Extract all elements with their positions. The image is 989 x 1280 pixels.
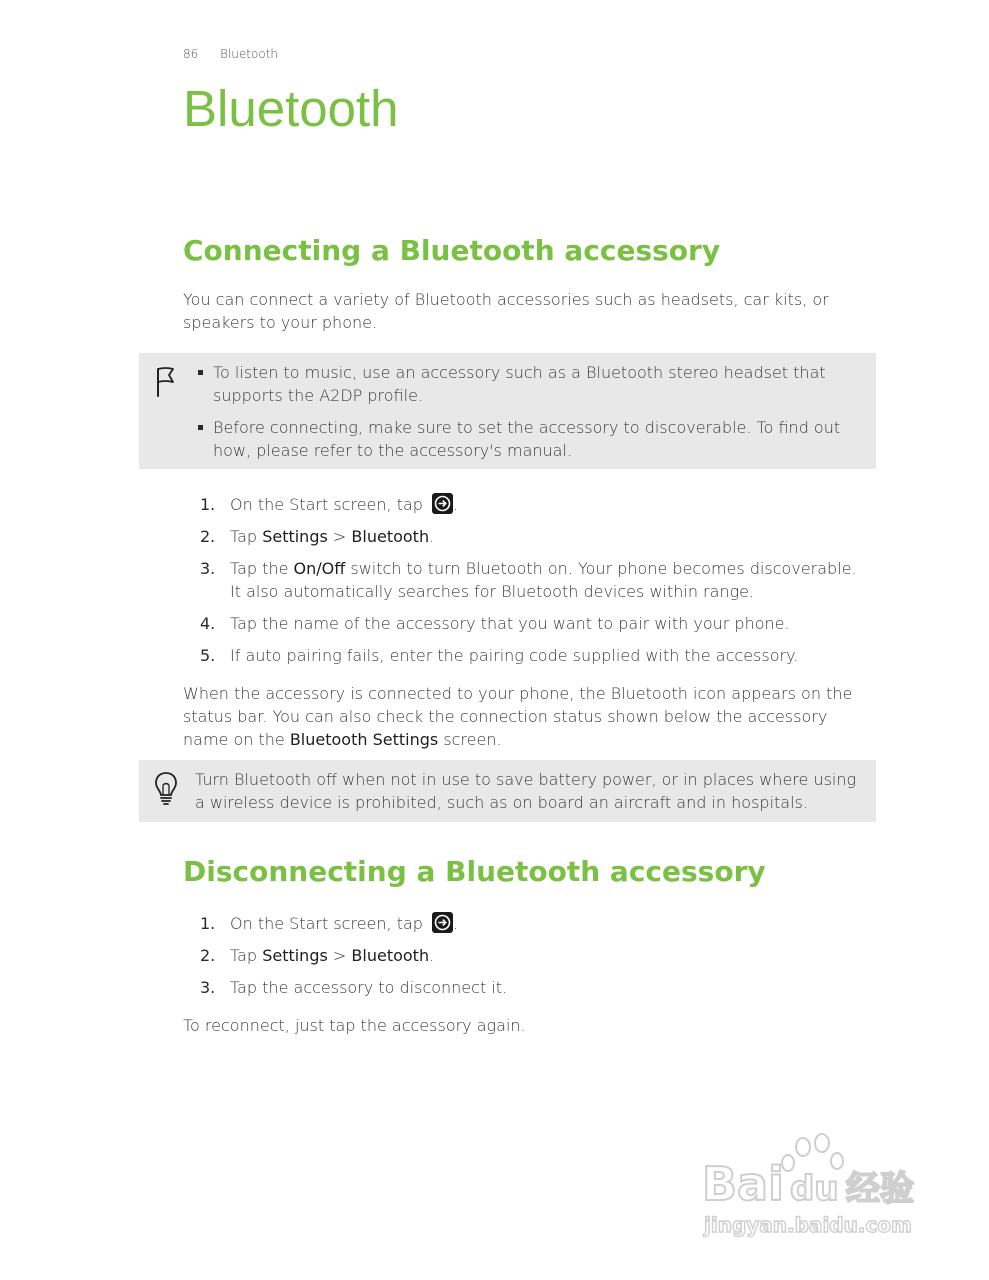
step-text: If auto pairing fails, enter the pairing code supplied with the accessory.: [230, 646, 799, 665]
bluetooth-term: Bluetooth: [351, 946, 430, 965]
step-number: 1.: [200, 495, 216, 514]
step-number: 5.: [200, 646, 216, 665]
step-period: .: [453, 914, 459, 933]
section-title-disconnecting: Disconnecting a Bluetooth accessory: [183, 855, 766, 888]
step-number: 3.: [200, 978, 216, 997]
step-period: .: [429, 527, 435, 546]
tip-box: [139, 760, 876, 822]
section-title-connecting: Connecting a Bluetooth accessory: [183, 234, 721, 267]
step-item: [200, 557, 870, 603]
step-item: [200, 612, 870, 635]
tip-text: Turn Bluetooth off when not in use to save battery power, or in places where using a wireless device is prohibited, such as on board an aircraft and in hospitals.: [195, 770, 857, 812]
step-item: [200, 493, 870, 516]
flag-icon: [153, 365, 179, 403]
step-item: [200, 525, 870, 548]
bluetooth-settings-term: Bluetooth Settings: [289, 730, 439, 749]
step-item: [200, 944, 870, 967]
step-text: On the Start screen, tap: [230, 914, 423, 933]
connect-steps: [200, 493, 870, 676]
step-text: Tap: [230, 527, 258, 546]
onoff-term: On/Off: [293, 559, 346, 578]
intro-paragraph: You can connect a variety of Bluetooth accessories such as headsets, car kits, or speakers to your phone.: [183, 290, 829, 332]
disconnect-steps: [200, 912, 870, 1008]
svg-text:Bai: Bai: [702, 1157, 784, 1211]
arrow-circle-icon: [432, 912, 453, 933]
chapter-title: Bluetooth: [183, 80, 399, 137]
arrow-circle-icon: [432, 493, 453, 514]
baidu-watermark-logo: [700, 1130, 940, 1245]
step-text: Tap the: [230, 559, 289, 578]
step-number: 2.: [200, 527, 216, 546]
bluetooth-term: Bluetooth: [351, 527, 430, 546]
step-text: Tap: [230, 946, 258, 965]
step-text: switch to turn Bluetooth on. Your phone becomes discoverable. It also automatically searches for Bluetooth devices within range.: [230, 559, 857, 601]
svg-text:du: du: [790, 1169, 839, 1209]
note-item: To listen to music, use an accessory such as a Bluetooth stereo headset that supports the A2DP profile.: [213, 361, 863, 407]
page-number: 86: [183, 47, 199, 61]
lightbulb-icon: [152, 769, 180, 813]
separator: >: [332, 527, 347, 546]
svg-text:jingyan.baidu.com: jingyan.baidu.com: [704, 1213, 912, 1237]
after-paragraph: [183, 682, 873, 751]
step-number: 4.: [200, 614, 216, 633]
outro-paragraph: To reconnect, just tap the accessory again.: [183, 1016, 526, 1035]
step-text: Tap the name of the accessory that you want to pair with your phone.: [230, 614, 790, 633]
after-text: When the accessory is connected to your phone, the Bluetooth icon appears on the status bar. You can also check the connection status shown below the accessory name on the: [183, 684, 853, 749]
running-header: [183, 47, 278, 61]
note-box: [139, 353, 876, 469]
step-number: 1.: [200, 914, 216, 933]
settings-term: Settings: [262, 946, 328, 965]
step-text: On the Start screen, tap: [230, 495, 423, 514]
step-item: [200, 912, 870, 935]
step-text: Tap the accessory to disconnect it.: [230, 978, 508, 997]
step-item: [200, 644, 870, 667]
running-title: Bluetooth: [220, 47, 278, 61]
separator: >: [332, 946, 347, 965]
step-item: [200, 976, 870, 999]
note-list: [213, 361, 863, 471]
settings-term: Settings: [262, 527, 328, 546]
step-number: 2.: [200, 946, 216, 965]
step-period: .: [453, 495, 459, 514]
after-text-end: screen.: [443, 730, 502, 749]
note-item: Before connecting, make sure to set the accessory to discoverable. To find out how, please refer to the accessory's manual.: [213, 416, 863, 462]
step-number: 3.: [200, 559, 216, 578]
svg-text:经验: 经验: [846, 1169, 914, 1209]
step-period: .: [429, 946, 435, 965]
